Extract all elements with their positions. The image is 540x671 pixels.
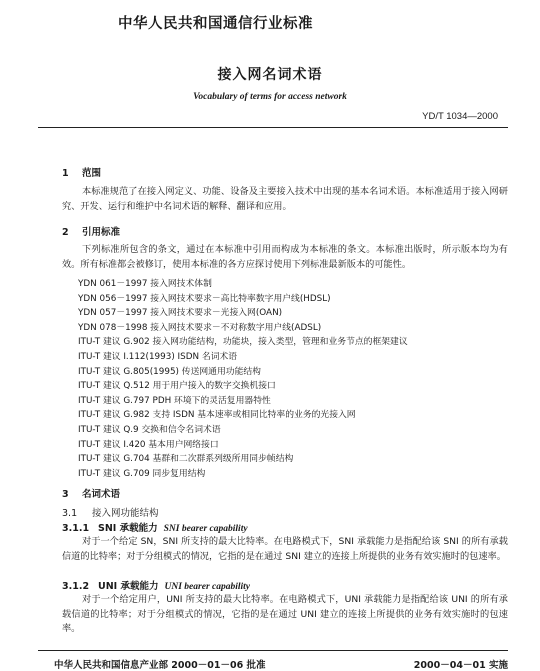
- section-1-heading: [62, 165, 101, 179]
- section-number: 3: [62, 489, 69, 500]
- term-english: SNI bearer capability: [163, 524, 248, 534]
- page-footer: [38, 650, 508, 671]
- effective-date: 2000－04－01 实施: [413, 660, 508, 671]
- section-3-heading: [62, 486, 120, 500]
- term-english: UNI bearer capability: [164, 582, 251, 592]
- section-title: 引用标准: [82, 227, 121, 238]
- section-number: 2: [62, 227, 69, 238]
- list-item: ITU-T 建议 G.982 支持 ISDN 基本速率或相同比特率的业务的光接入网: [78, 410, 356, 421]
- list-item: ITU-T 建议 G.902 接入网功能结构，功能块，接入类型，管理和业务节点的框架建议: [78, 337, 408, 348]
- list-item: YDN 061－1997 接入网技术体制: [78, 279, 212, 289]
- list-item: YDN 056－1997 接入网技术要求－高比特率数字用户线(HDSL): [78, 293, 331, 304]
- section-title: 名词术语: [82, 489, 121, 500]
- term-3-1-1-heading: [62, 520, 248, 534]
- term-number: 3.1.1: [62, 523, 90, 534]
- term-chinese: SNI 承载能力: [98, 523, 158, 534]
- term-3-1-2-definition: 对于一个给定用户，UNI 所支持的最大比特率。在电路模式下，UNI 承载能力是指配给该 UNI 的所有承载信道的比特率；对于分组模式的情况，它指的是在通过 UNI 建立的连接上所提供的业务有效实施时的包速率。: [62, 594, 508, 634]
- term-3-1-1-definition: 对于一个给定 SN，SNI 所支持的最大比特率。在电路模式下，SNI 承载能力是指配给该 SNI 的所有承载信道的比特率；对于分组模式的情况，它指的是在通过 SNI 建立的连接上所提供的业务有效实施时的包速率。: [62, 536, 508, 562]
- header-divider: [38, 127, 508, 128]
- document-title-english: Vocabulary of terms for access network: [193, 92, 347, 102]
- standard-code: YD/T 1034—2000: [422, 111, 498, 122]
- section-title: 范围: [82, 168, 102, 179]
- section-2-text: 下列标准所包含的条文，通过在本标准中引用而构成为本标准的条文。本标准出版时，所示版本均为有效。所有标准都会被修订，使用本标准的各方应探讨使用下列标准最新版本的可能性。: [62, 244, 508, 270]
- list-item: ITU-T 建议 Q.9 交换和信令名词术语: [78, 424, 221, 435]
- list-item: ITU-T 建议 Q.512 用于用户接入的数字交换机接口: [78, 381, 276, 392]
- reference-list: [78, 277, 408, 481]
- document-title: 接入网名词术语: [217, 67, 323, 83]
- list-item: ITU-T 建议 I.420 基本用户网络接口: [78, 439, 219, 450]
- term-chinese: UNI 承载能力: [98, 581, 159, 592]
- list-item: YDN 057－1997 接入网技术要求－光接入网(OAN): [78, 308, 283, 319]
- list-item: ITU-T 建议 G.805(1995) 传送网通用功能结构: [78, 366, 261, 377]
- list-item: ITU-T 建议 I.112(1993) ISDN 名词术语: [78, 351, 238, 362]
- term-number: 3.1.2: [62, 581, 90, 592]
- list-item: YDN 078－1998 接入网技术要求－不对称数字用户线(ADSL): [78, 322, 322, 333]
- subsection-3-1-heading: [62, 505, 159, 519]
- term-3-1-2-heading: [62, 578, 250, 592]
- subsection-title: 接入网功能结构: [92, 508, 159, 519]
- approval-note: 中华人民共和国信息产业部 2000－01－06 批准: [54, 660, 266, 671]
- list-item: ITU-T 建议 G.797 PDH 环境下的灵活复用器特性: [78, 395, 271, 406]
- list-item: ITU-T 建议 G.704 基群和二次群系列级所用同步帧结构: [78, 454, 294, 465]
- section-1-text: 本标准规范了在接入网定义、功能、设备及主要接入技术中出现的基本名词术语。本标准适用于接入网研究、开发、运行和维护中名词术语的解释、翻译和应用。: [62, 186, 508, 212]
- section-number: 1: [62, 168, 69, 179]
- section-2-heading: [62, 224, 120, 238]
- subsection-number: 3.1: [62, 508, 78, 519]
- list-item: ITU-T 建议 G.709 同步复用结构: [78, 468, 206, 479]
- issuing-organization: 中华人民共和国通信行业标准: [118, 16, 313, 32]
